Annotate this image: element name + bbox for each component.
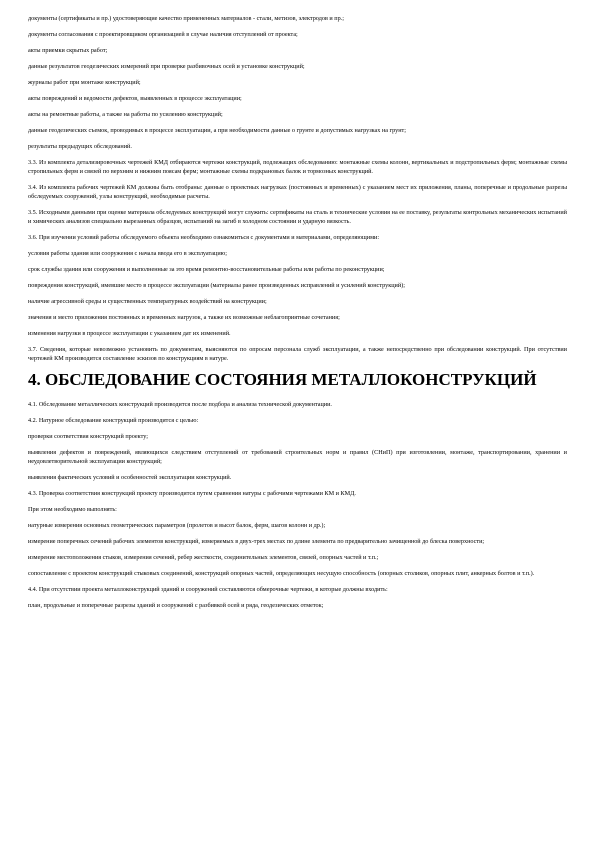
paragraph: документы (сертификаты и пр.) удостоверяющие качество примененных материалов - стали, метизов, электродов и пр.; [28,15,344,22]
paragraph: данные результатов геодезических измерений при проверке разбивочных осей и установке конструкций; [28,63,305,70]
paragraph: 3.5. Исходными данными при оценке материала обследуемых конструкций могут служить: сертификаты на сталь и технические условия на ее поставку, результаты контрольных механических испытаний и химических анализов специально вырезанных образцов, испытаний на загиб в холодном состоянии и ударную вязкость. [28,209,567,225]
paragraph: измерение поперечных сечений рабочих элементов конструкций, измеряемых в двух-трех местах по длине элемента по предварительно зачищенной до блеска поверхности; [28,538,485,545]
paragraph: 3.6. При изучении условий работы обследуемого объекта необходимо ознакомиться с документами и материалами, определяющими: [28,234,380,241]
paragraph: сопоставление с проектом конструкций стыковых соединений, конструкций опорных частей, определяющих несущую способность (опорных столиков, опорных плит, анкерных болтов и т.п.). [28,570,535,577]
paragraph: повреждения конструкций, имевшие место в процессе эксплуатации (материалы ранее произведенных исправлений и усилений конструкций); [28,282,405,289]
paragraph: акты приемки скрытых работ; [28,47,108,54]
paragraph: 4.2. Натурное обследование конструкций производится с целью: [28,417,199,424]
paragraph: журналы работ при монтаже конструкций; [28,79,141,86]
paragraph: документы согласования с проектировщиком организацией в случае наличия отступлений от проекта; [28,31,298,38]
paragraph: 3.4. Из комплекта рабочих чертежей КМ должны быть отобраны: данные о проектных нагрузках (постоянных и временных) с указанием мест их приложения, планы, поперечные и продольные разрезы обследуемых сооружений, узлы конструкций, необходимые расчеты. [28,184,567,200]
paragraph: срок службы здания или сооружения и выполненные за это время ремонтно-восстановительные работы или работы по реконструкции; [28,266,385,273]
paragraph: проверки соответствия конструкций проекту; [28,433,148,440]
paragraph: При этом необходимо выполнять: [28,506,117,513]
paragraph: 4.4. При отсутствии проекта металлоконструкций зданий и сооружений составляются обмерочные чертежи, в которые должны входить: [28,586,388,593]
paragraph: 3.3. Из комплекта детализировочных чертежей КМД отбираются чертежи конструкций, подлежащих обследованию: монтажные схемы колонн, вертикальных и подстропильных ферм; монтажные схемы стропильных ферм и связей по верхним и нижним поясам ферм; монтажные схемы подкрановых балок и тормозных конструкций. [28,159,567,175]
section-heading: 4. ОБСЛЕДОВАНИЕ СОСТОЯНИЯ МЕТАЛЛОКОНСТРУКЦИЙ [28,370,537,389]
paragraph: наличие агрессивной среды и существенных температурных воздействий на конструкции; [28,298,267,305]
paragraph: 4.1. Обследование металлических конструкций производится после подбора и анализа технической документации. [28,401,332,408]
paragraph: 3.7. Сведения, которые невозможно установить по документам, выясняются по опросам персонала служб эксплуатации, а также непосредственно при обследовании конструкций. При отсутствии чертежей КМ производится составление эскизов по конструкциям в натуре. [28,346,567,362]
paragraph: 4.3. Проверка соответствия конструкций проекту производится путем сравнения натуры с рабочими чертежами КМ и КМД. [28,490,356,497]
paragraph: выявления дефектов и повреждений, являющихся следствием отступлений от требований строительных норм и правил (СНиП) при изготовлении, монтаже, транспортировании, хранении и неудовлетворительной эксплуатации конструкций; [28,449,567,465]
paragraph: натурные измерения основных геометрических параметров (пролетов и высот балок, ферм, шагов колонн и др.); [28,522,326,529]
paragraph: акты повреждений и ведомости дефектов, выявленных в процессе эксплуатации; [28,95,242,102]
text-block-top [28,14,567,363]
paragraph: изменения нагрузки в процессе эксплуатации с указанием дат их изменений. [28,330,231,337]
text-block-bottom [28,400,567,610]
paragraph: акты на ремонтные работы, а также на работы по усилению конструкций; [28,111,223,118]
paragraph: условия работы здания или сооружения с начала ввода его в эксплуатацию; [28,250,228,257]
paragraph: измерение местоположения стыков, измерения сечений, ребер жесткости, соединительных элементов, связей, опорных частей и т.п.; [28,554,379,561]
paragraph: выявления фактических условий и особенностей эксплуатации конструкций. [28,474,232,481]
paragraph: данные геодезических съемок, проводимых в процессе эксплуатации, а при необходимости данные о грунте и допустимых нагрузках на грунт; [28,127,406,134]
paragraph: результаты предыдущих обследований. [28,143,132,150]
paragraph: значения и место приложения постоянных и временных нагрузок, а также их возможные неблагоприятные сочетания; [28,314,340,321]
paragraph: план, продольные и поперечные разрезы зданий и сооружений с разбивкой осей и ряда, геодезических отметок; [28,602,324,609]
